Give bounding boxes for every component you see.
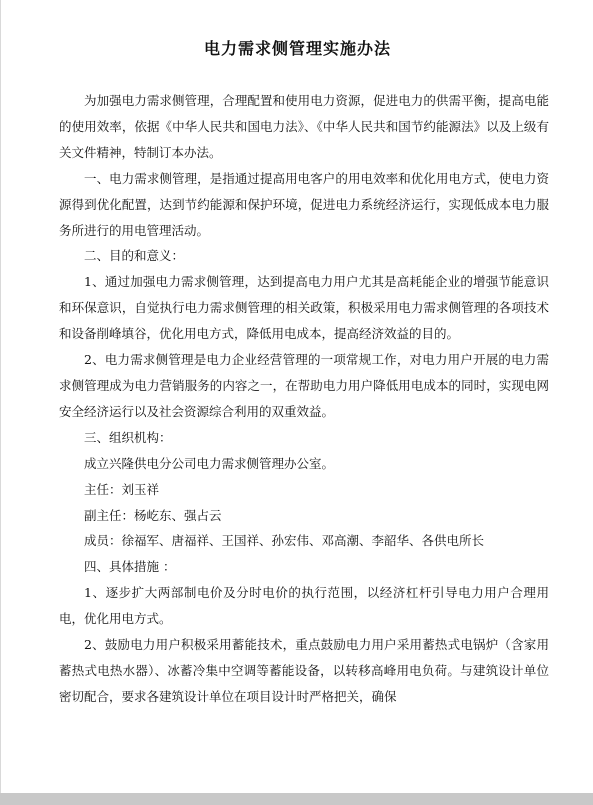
window-bottom-edge [0,793,593,805]
paragraph-purpose-1: 1、通过加强电力需求侧管理，达到提高电力用户尤其是高耗能企业的增强节能意识和环保意识，自觉执行电力需求侧管理的相关政策，积极采用电力需求侧管理的各项技术和设备削峰填谷，优化用电方式，降低用电成本，提高经济效益的目的。 [59,274,549,342]
paragraph-measure-2: 2、鼓励电力用户积极采用蓄能技术，重点鼓励电力用户采用蓄热式电锅炉（含家用蓄热式电热水器）、冰蓄冷集中空调等蓄能设备，以转移高峰用电负荷。与建筑设计单位密切配合，要求各建筑设计单位在项目设计时严格把关，确保 [59,637,549,704]
section-heading-measures: 四、具体措施 ： [84,559,176,575]
paragraph-measure-1: 1、逐步扩大两部制电价及分时电价的执行范围，以经济杠杆引导电力用户合理用电，优化用电方式。 [59,585,549,627]
paragraph-definition: 一、电力需求侧管理，是指通过提高用电客户的用电效率和优化用电方式，使电力资源得到优化配置，达到节约能源和保护环境，促进电力系统经济运行，实现低成本电力服务所进行的用电管理活动。 [59,170,549,238]
paragraph-office: 成立兴隆供电分公司电力需求侧管理办公室。 [84,455,335,471]
document-title: 电力需求侧管理实施办法 [203,39,391,58]
paragraph-preamble: 为加强电力需求侧管理，合理配置和使用电力资源，促进电力的供需平衡，提高电能的使用效率，依据《中华人民共和国电力法》、《中华人民共和国节约能源法》以及上级有关文件精神，特制订本办法。 [59,93,549,160]
paragraph-purpose-2: 2、电力需求侧管理是电力企业经营管理的一项常规工作，对电力用户开展的电力需求侧管理成为电力营销服务的内容之一，在帮助电力用户降低用电成本的同时，实现电网安全经济运行以及社会资源综合利用的双重效益。 [59,352,549,419]
document-body [59,88,549,710]
paragraph-director: 主任：刘玉祥 [84,481,160,497]
paragraph-deputy-director: 副主任：杨屹东、强占云 [84,507,222,523]
paragraph-members: 成员：徐福军、唐福祥、王国祥、孙宏伟、邓高潮、李韶华、各供电所长 [84,533,485,549]
section-heading-purpose: 二、目的和意义： [84,248,185,264]
section-heading-organization: 三、组织机构： [84,429,172,445]
